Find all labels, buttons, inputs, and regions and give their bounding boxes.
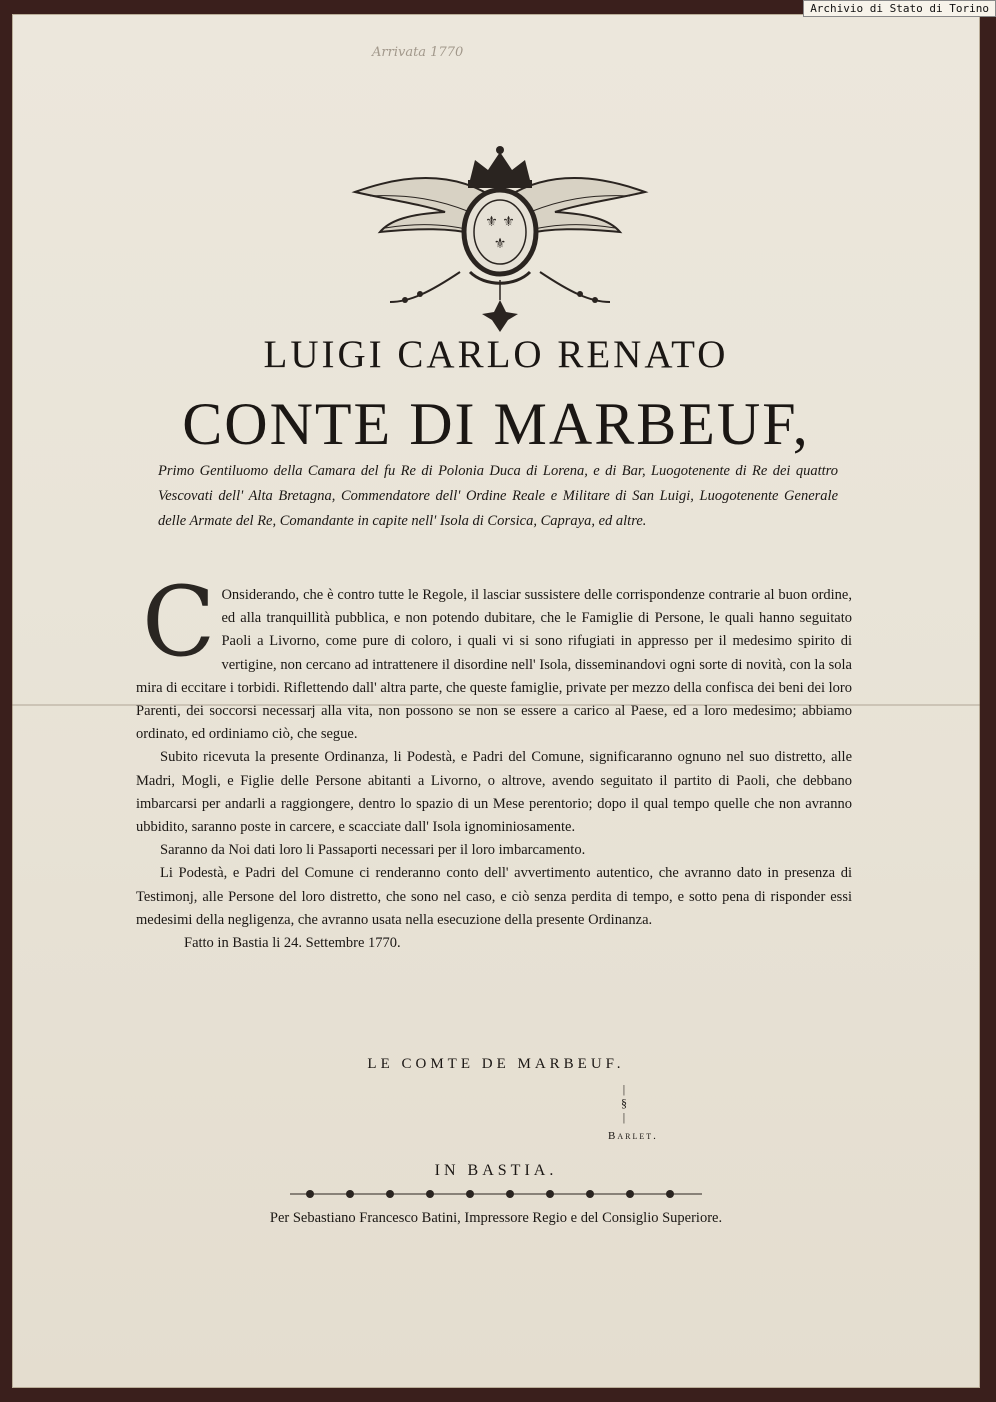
paragraph-2: Subito ricevuta la presente Ordinanza, li Podestà, e Padri del Comune, significaranno ognuno nel suo distretto, alle Madri, Mogli, e Figlie delle Persone abitanti a Livorno, o altrove, avendo seguitato il partito di Paoli, che debbano imbarcarsi per andarli a raggiongere, dentro lo spazio di un Mese perentorio; dopo il qual tempo quelle che non avranno ubbidito, saranno poste in carcere, e scacciate dall' Isola ignominiosamente. [136,749,852,836]
handwritten-note [342,44,942,62]
paragraph-5-date: Fatto in Bastia li 24. Settembre 1770. [184,935,401,952]
typographic-ornament-rule [290,1186,702,1202]
paraph-mark: | § | [621,1082,627,1124]
archive-watermark-label: Archivio di Stato di Torino [803,0,996,17]
document-sheet [12,14,980,1388]
heading-line2: CONTE DI MARBEUF, [182,391,810,457]
heading-line1: LUIGI CARLO RENATO [263,333,729,376]
drop-cap-letter: C [142,566,216,678]
ordinance-body [136,566,852,955]
titles-paragraph: Primo Gentiluomo della Camara del fu Re di Polonia Duca di Lorena, e di Bar, Luogotenente di Re dei quattro Vescovati dell' Alta Bretagna, Commendatore dell' Ordine Reale e Militare di San Luigi, Luogotenente Generale delle Armate del Re, Comandante in capite nell' Isola di Corsica, Capraya, ed altre. [158,463,838,529]
place-of-printing: IN BASTIA. [434,1162,558,1179]
countersignature: Barlet. [608,1130,658,1142]
signature: LE COMTE DE MARBEUF. [367,1056,625,1072]
svg-text:⚜: ⚜ [493,236,507,252]
paragraph-1-text: Onsiderando, che è contro tutte le Regole, il lasciar sussistere delle corrispondenze contrarie al buon ordine, ed alla tranquillità pubblica, e non potendo dubitare, che le Famiglie di Persone, le quali hanno seguitato Paoli a Livorno, come pure di coloro, i quali vi si sono rifugiati in appresso per il medesimo spirito di vertigine, non cercano ad intrattenere il disordine nell' Isola, disseminandovi ogni sorte di novità, con la sola mira di eccitare i torbidi. Riflettendo dall' altra parte, che queste famiglie, private per mezzo della confisca dei beni dei loro Parenti, dei soccorsi necessarj alla vita, non possono se non se essere a carico al Paese, ed a loro medesimo; abbiamo ordinato, ed ordiniamo ciò, che segue. [136,587,852,743]
printer-imprint: Per Sebastiano Francesco Batini, Impressore Regio e del Consiglio Superiore. [269,1210,723,1226]
paragraph-4: Li Podestà, e Padri del Comune ci renderanno conto dell' avvertimento autentico, che avranno dato in presenza di Testimonj, alle Persone del loro distretto, che sono nel caso, e ciò senza perdita di tempo, e sotto pena di risponder essi medesimi della negligenza, che avranno usata nella esecuzione della presente Ordinanza. [136,865,852,928]
royal-arms-emblem [350,142,650,332]
paragraph-1 [136,566,852,746]
paragraph-3: Saranno da Noi dati loro li Passaporti necessari per il loro imbarcamento. [160,842,586,859]
svg-text:⚜ ⚜: ⚜ ⚜ [485,214,515,230]
handwritten-line: Arrivata 1770 [372,45,464,60]
